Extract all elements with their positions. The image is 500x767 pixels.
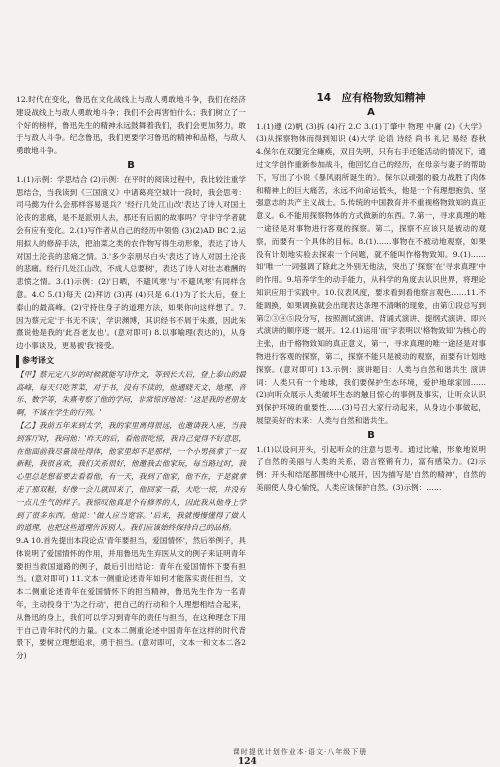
answer-paragraph-12: 12.时代在变化，鲁迅在文化战线上与敌人勇敢地斗争，我们在经济建设战线上与敌人勇敢地斗争；我们不会再害怕什么；我们树立了一个好的榜样，鲁迅先生的精神永远鼓舞着我们，我们会更加努力，敢于与敌人斗争。纪念鲁迅，我们更要学习鲁迅的精神和品格，与敌人勇敢地斗争。 bbox=[16, 95, 246, 156]
translation-paragraph-yi: 【乙】我前五年来到太学，我的家里离得很远，也邀请我入座，当我到客厅时，我问他：'昨天的后，看他很吃惊，我自己觉得不好意思，在他面前我尽量谈吐得体，他家里却不是那样，一个小男孩拿了一双新鞋，我很喜欢，我们关系很好，他邀我去他家玩，每当路过时，我心里总是想着要去看看他，有一天，我到了他家，他不在，于是就拿走了那双鞋，好像一会儿就回来了，他回家一看，大吃一惊，并没有一点儿生气的样子。我惊叹他真是个有修养的人，因此我从他身上学到了很多东西。他说：'做人应当宽容。'后来，我就慢慢懂得了做人的道理，也把这些道理告诉别人。我们应该始终保持自己的品格。 bbox=[16, 420, 246, 533]
section-b-heading: B bbox=[127, 159, 135, 171]
section-a-heading: A bbox=[367, 106, 375, 118]
lesson-title: 14 应有格物致知精神 bbox=[316, 92, 426, 104]
page-number: 124 bbox=[238, 757, 257, 767]
reference-translation-heading: 参考译文 bbox=[16, 355, 54, 368]
answer-paragraph-9-11: 9.A 10.首先提出本段论点'青年要担当，爱国情怀'，然后举例子，具体说明了爱国情怀的作用，并用鲁迅先生弃医从文的例子来证明青年要担当救国道路的例子，最后引出结论：青年在爱国情怀下要有担当。(意对即可) 11.文本一侧重论述青年如何才能落实责任担当，文本二侧重论述青年在爱国情怀下的担当精神，鲁迅先生作为一名青年，主动投身于'为之行动'，把自己的行动和个人理想相结合起来，从鲁迅的身上，我们可以学习到青年的责任与担当，在这种理念下用于自己青年时代的力量。(文本二侧重论述中国青年在这样的时代背景下，要树立理想追求，勇于担当。(意对即可，文本一和文本二各2分) bbox=[16, 536, 246, 661]
translation-paragraph-jia: 【甲】蔡元定八岁的时候就能写诗作文，等到长大后，登上泰山的最高峰，每天只吃荠菜，对于书，没有不读的，他通晓天文、地理、音乐、数学等，朱熹考察了他的学问，非常惊讶地说：'这是我的老朋友啊，不该在学生的行列。' bbox=[16, 369, 246, 418]
page-footer: 课时提优计划作业本·语文·八年级下册 bbox=[232, 748, 368, 756]
two-column-layout bbox=[16, 92, 486, 741]
answer-paragraph-a: 1.(1)遵 (2)帆 (3)拆 (4)行 2.C 3.(1)丁肇中 物理 中庸 (2)《大学》 (3)从探察物体而得到知识 (4)大学 论语 诗经 尚书 礼记 易经 春秋 4.保尔在双腿完全瘫痪，双目失明，只有右手还能活动的情况下，通过文学创作重新参加战斗，他回忆自己的经历，在母亲与妻子的帮助下，写出了小说《暴风雨所诞生的》。保尔以顽强的毅力战胜了肉体和精神上的巨大痛苦，永远不向命运低头，他是一个有理想抱负、坚强意志的共产主义战士。5.传统的中国教育并不重视格物致知的真正意义。6.不能用探察物体的方式做新的东西。7.第一，寻求真理的唯一途径是对事物进行客观的探察。第二，探察不应该只是被动的观察，而要有一个具体的目标。8.(1)……事物在不被动地观察，如果没有计划地实验去探索一个问题，就不能叫作格物致知。9.(1)……如'唯一'一词强调了除此之外别无他法，突出了'探察'在'寻求真理'中的作用。9.培养学生的动手能力，从科学的角度去认识世界，将理论知识应用于实践中。10.仪表风度，要求看到看他察言观色……11.不能调换，如果调换就会出现表达条理不清晰的现象，由第①段总写到第②③④⑤段分写，按照测试演讲、背诵式演讲、提纲式演讲、即兴式演讲的顺序逐一展开。12.(1)运用'而'字表明以'格物致知'为核心的主张，由于格物致知的真正意义，第一，寻求真理的唯一途径是对事物进行客观的探察，第二，探察不能只是被动的观察，而要有计划地探察。(意对即可) 13.示例：演讲题目：人类与自然和谐共生 演讲词：人类只有一个地球，我们要保护生态环境，爱护地球家园……(2)向听众展示人类破坏生态的触目惊心的事例及事实，让听众认识到保护环境的重要性……(3)号召大家行动起来，从身边小事做起，展望美好的未来：人类与自然和谐共生。 bbox=[256, 121, 486, 425]
answer-paragraph-b: 1.(1)示例：学思结合 (2)示例：在平时的阅读过程中，我比较注重学思结合，当我读到《三国演义》中诸葛亮空城计一段时，我会思考：司马懿为什么会那样容易退兵？'经行几处江山改'表达了诗人对国土沦丧的悲痛，是不是派别人去，那还有后面的故事吗？守非守学者就会有应有变化。2.(1)写作者从自己的经历中领悟 (3)(2)AD BC 2.运用拟人的修辞手法，把油菜之类的农作物写得生动形象，表达了诗人对国土沦丧的悲痛之情。3.'多少亲朋尽白头'表达了诗人对国土沦丧的悲痛。经行几处江山改，不成人总要树'，表达了诗人对壮志难酬的悲愤之情。3.(1)示例：(2)'日晒，不避风寒'与'不避风寒'有同样含意。4.C 5.(1)每天 (2)拜访 (3)再 (4)只是 6.(1)为了长大后，登上泰山的最高峰。(2)守持住身子的道理方法，如果你向这样想了。7.因为蔡元定'于书无不读'，学识渊博，其识经书不屑于朱熹，因此朱熹说他是我的'此吾老友也'。(意对即可) 8.以事喻理(表达的)，从身边小事谈及，更易被'我'接受。 bbox=[16, 174, 246, 351]
answer-paragraph-b-right: 1.(1)以设问开头，引起听众的注意与思考。通过比喻，形象地说明了自然的美丽与人类的关系，语言铿锵有力，富有感染力。(2)示例：开头和结尾都围绕中心展开，因为描写是'自然的精神'，自然的美丽使人身心愉悦，人类应该保护自然。(3)示例：…… bbox=[256, 444, 486, 492]
left-column bbox=[16, 92, 246, 741]
section-b-heading-right: B bbox=[367, 429, 375, 441]
right-column bbox=[256, 92, 486, 741]
